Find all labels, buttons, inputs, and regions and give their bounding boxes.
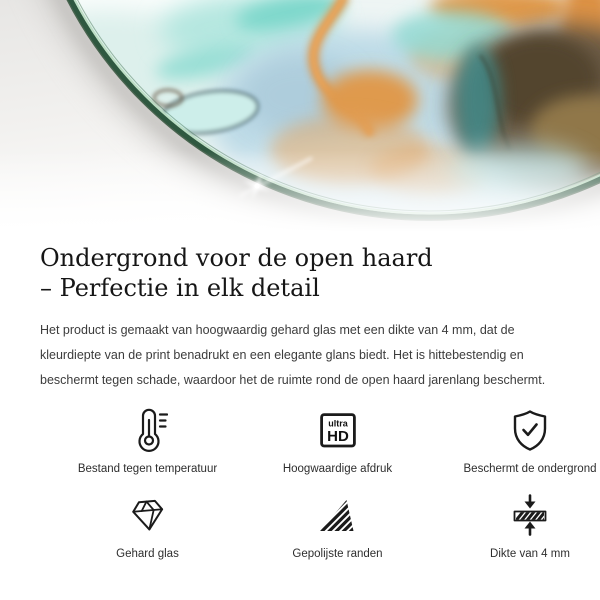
- feature-thickness-4mm: [434, 491, 600, 561]
- feature-temperature-resistant: [54, 406, 241, 476]
- page-title: [40, 243, 560, 303]
- feature-label: Dikte van 4 mm: [490, 548, 570, 560]
- ultra-hd-icon: [320, 413, 356, 448]
- ultra-hd-icon-text-bottom: HD: [326, 427, 349, 445]
- thermometer-icon: [128, 407, 168, 453]
- feature-label: Beschermt de ondergrond: [463, 463, 597, 475]
- feature-icon-box: [128, 406, 168, 454]
- page-title-line-2: – Perfectie in elk detail: [40, 274, 320, 302]
- feature-icon-box: [512, 406, 548, 454]
- product-info-section: [0, 243, 600, 561]
- diamond-icon: [128, 496, 168, 534]
- feature-polished-edges: [241, 491, 434, 561]
- feature-ultra-hd-print: [241, 406, 434, 476]
- page-title-line-1: Ondergrond voor de open haard: [40, 244, 433, 272]
- feature-label: Gepolijste randen: [292, 548, 383, 560]
- feature-label: Gehard glas: [116, 548, 179, 560]
- feature-icon-box: [512, 491, 548, 539]
- product-description: Het product is gemaakt van hoogwaardig gehard glas met een dikte van 4 mm, dat de kleurdiepte van de print benadrukt en een elegante glans biedt. Het is hittebestendig en beschermt tegen schade, waardoor het de ruimte rond de open haard jarenlang beschermt.: [40, 323, 546, 387]
- shield-check-icon: [512, 409, 548, 452]
- feature-label: Bestand tegen temperatuur: [77, 463, 218, 475]
- ultra-hd-icon-text-top: ultra: [327, 418, 348, 428]
- feature-icon-box: [128, 491, 168, 539]
- product-photo: [0, 0, 600, 232]
- polished-edges-icon: [319, 497, 357, 534]
- feature-icon-box: [319, 491, 357, 539]
- thickness-icon: [512, 492, 548, 538]
- feature-grid: [40, 406, 597, 561]
- feature-tempered-glass: [54, 491, 241, 561]
- glass-panel-image: [0, 0, 600, 232]
- feature-protects-surface: [434, 406, 600, 476]
- feature-label: Hoogwaardige afdruk: [282, 463, 393, 475]
- feature-icon-box: [320, 406, 356, 454]
